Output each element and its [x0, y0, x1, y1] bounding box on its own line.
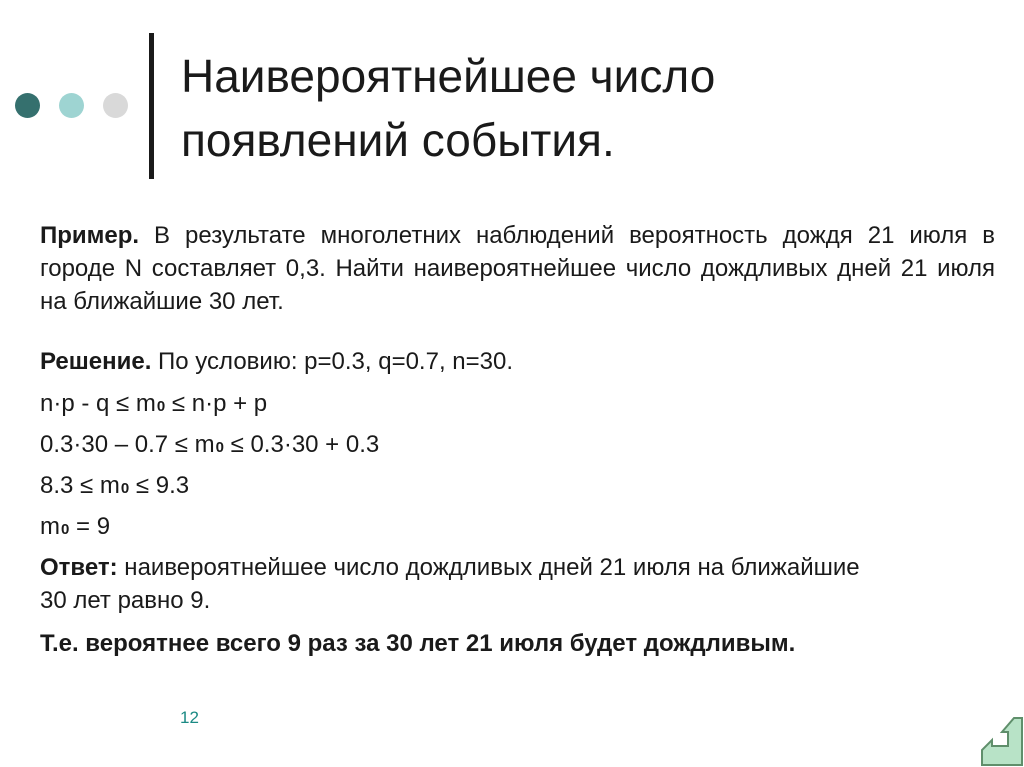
formula-1	[40, 387, 267, 423]
decor-dot-light	[59, 93, 84, 118]
formula-2-right: ≤ 0.3·30 + 0.3	[223, 431, 380, 458]
decor-dot-gray	[103, 93, 128, 118]
conclusion-text: Т.е. вероятнее всего 9 раз за 30 лет 21 июля будет дождливым.	[40, 630, 796, 657]
formula-2-left: 0.3·30 – 0.7 ≤ m	[40, 431, 215, 458]
formula-4-subscript: 0	[61, 521, 70, 538]
formula-4	[40, 510, 110, 546]
example-label: Пример.	[40, 222, 140, 249]
formula-3-right: ≤ 9.3	[129, 472, 190, 499]
answer-paragraph	[40, 551, 870, 617]
slide-title	[181, 44, 941, 172]
solution-label: Решение.	[40, 348, 152, 375]
formula-1-right: ≤ n·p + p	[165, 390, 268, 417]
formula-2-subscript: 0	[215, 439, 224, 456]
formula-3-left: 8.3 ≤ m	[40, 472, 120, 499]
formula-2	[40, 428, 379, 464]
formula-1-subscript: 0	[156, 398, 166, 415]
title-divider	[149, 33, 154, 179]
title-line-2: появлений события.	[181, 114, 615, 166]
page-number: 12	[180, 708, 199, 727]
solution-text: По условию: p=0.3, q=0.7, n=30.	[151, 348, 514, 375]
answer-text: наивероятнейшее число дождливых дней 21 июля на ближайшие 30 лет равно 9.	[40, 554, 860, 614]
solution-line	[40, 345, 513, 378]
formula-4-right: = 9	[69, 513, 111, 540]
answer-label: Ответ:	[40, 554, 118, 581]
formula-4-left: m	[40, 513, 60, 540]
decor-dot-dark	[15, 93, 40, 118]
title-line-1: Наивероятнейшее число	[181, 50, 716, 102]
return-arrow-icon[interactable]	[980, 716, 1024, 767]
formula-3-subscript: 0	[120, 480, 130, 497]
formula-3	[40, 469, 189, 505]
example-paragraph	[40, 219, 995, 318]
formula-1-left: n·p - q ≤ m	[40, 390, 156, 417]
example-text: В результате многолетних наблюдений вероятность дождя 21 июля в городе N составляет 0,3. Найти наивероятнейшее число дождливых дней 21 июля на ближайшие 30 лет.	[40, 222, 995, 315]
